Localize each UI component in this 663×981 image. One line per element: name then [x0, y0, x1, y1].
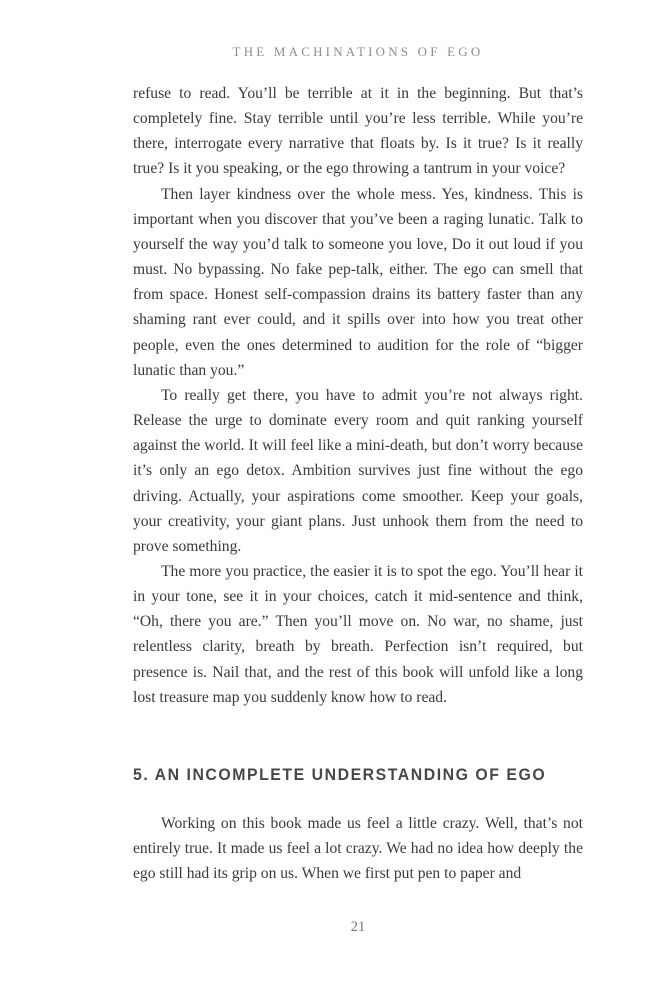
paragraph: To really get there, you have to admit you’re not always right. Release the urge to dominate every room and quit ranking yourself against the world. It will feel like a mini-death, but don’t worry because it’s only an ego detox. Ambition survives just fine without the ego driving. Actually, your aspirations come smoother. Keep your goals, your creativity, your giant plans. Just unhook them from the need to prove something. [133, 386, 583, 555]
text-block [133, 81, 583, 887]
paragraph: Then layer kindness over the whole mess. Yes, kindness. This is important when you discover that you’ve been a raging lunatic. Talk to yourself the way you’d talk to someone you love, Do it out loud if you must. No bypassing. No fake pep-talk, either. The ego can smell that from space. Honest self-compassion drains its battery faster than any shaming rant ever could, and it spills over into how you treat other people, even the ones determined to audition for the role of “bigger lunatic than you.” [133, 185, 583, 379]
paragraphs-before-heading [133, 81, 583, 710]
running-header: THE MACHINATIONS OF EGO [232, 44, 484, 59]
section-heading: 5. AN INCOMPLETE UNDERSTANDING OF EGO [133, 765, 547, 784]
paragraph: The more you practice, the easier it is to spot the ego. You’ll hear it in your tone, see it in your choices, catch it mid-sentence and think, “Oh, there you are.” Then you’ll move on. No war, no shame, just relentless clarity, breath by breath. Perfection isn’t required, but presence is. Nail that, and the rest of this book will unfold like a long lost treasure map you suddenly know how to read. [133, 562, 583, 706]
paragraph: refuse to read. You’ll be terrible at it in the beginning. But that’s completely fine. Stay terrible until you’re less terrible. While you’re there, interrogate every narrative that floats by. Is it true? Is it really true? Is it you speaking, or the ego throwing a tantrum in your voice? [133, 85, 583, 178]
page-number: 21 [350, 919, 366, 935]
paragraph: Working on this book made us feel a little crazy. Well, that’s not entirely true. It made us feel a lot crazy. We had no idea how deeply the ego still had its grip on us. When we first put pen to paper and [133, 815, 583, 883]
paragraphs-after-heading [133, 811, 583, 886]
